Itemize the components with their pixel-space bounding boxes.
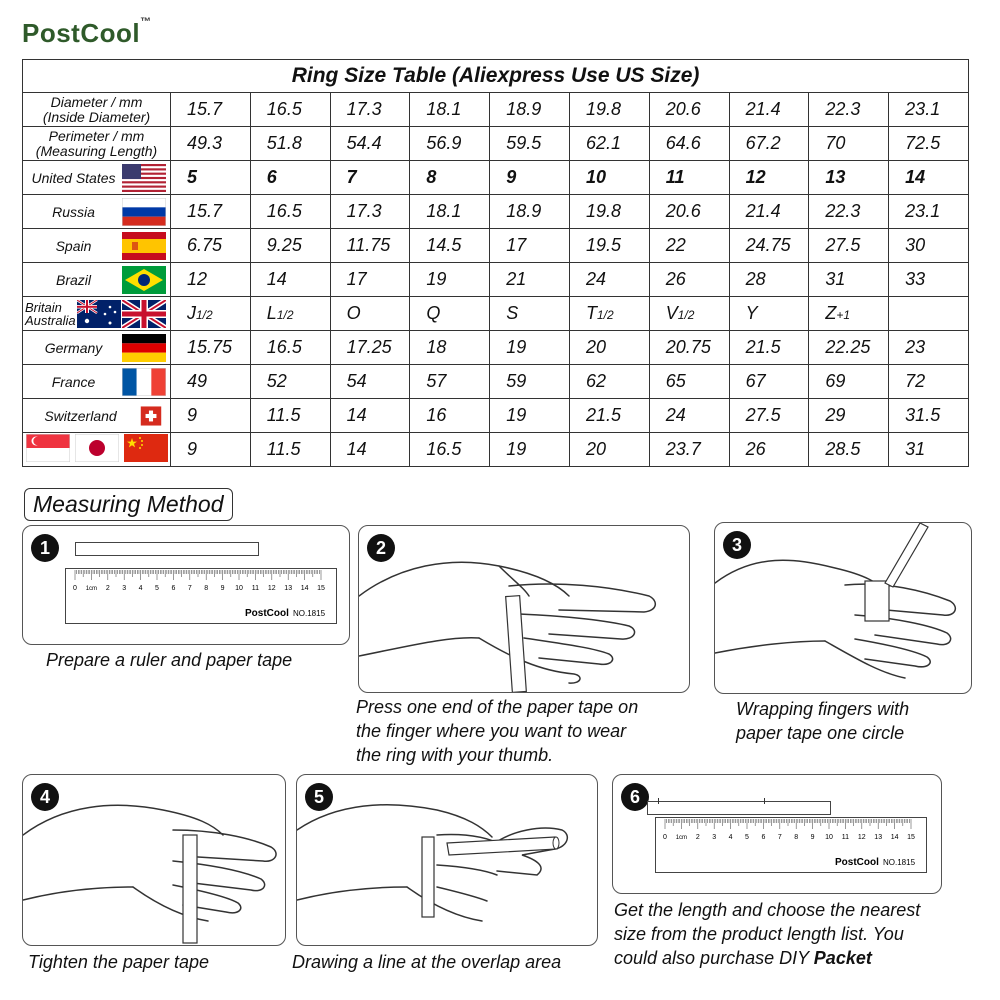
size-cell: 59.5	[490, 127, 570, 161]
ruler-tick-label: 5	[155, 585, 159, 592]
size-cell: 20.6	[649, 93, 729, 127]
measuring-method-title: Measuring Method	[24, 488, 233, 521]
size-cell: 8	[410, 161, 490, 195]
step-4-panel	[22, 774, 286, 946]
size-cell: 11	[649, 161, 729, 195]
ruler-model: NO.1815	[293, 609, 326, 618]
size-cell: 11.75	[330, 229, 410, 263]
size-cell: 19.8	[569, 93, 649, 127]
row-label	[23, 433, 171, 467]
ruler-tick-label: 3	[122, 585, 127, 592]
row-label: Switzerland	[23, 399, 171, 433]
size-cell: 15.75	[171, 331, 251, 365]
japan-flag	[75, 434, 119, 465]
size-cell: 21.5	[569, 399, 649, 433]
russia-flag	[122, 198, 166, 226]
ruler-tick-label: 15	[907, 834, 915, 841]
size-cell: 9.25	[250, 229, 330, 263]
size-cell: 11.5	[250, 399, 330, 433]
row-label: Diameter / mm (Inside Diameter)	[23, 93, 171, 127]
ruler-tick-label: 9	[220, 585, 225, 592]
size-cell: 6	[250, 161, 330, 195]
size-cell: 67.2	[729, 127, 809, 161]
size-cell: 7	[330, 161, 410, 195]
drawing-line-illustration	[297, 775, 597, 945]
size-cell: 62	[569, 365, 649, 399]
size-cell: 17.3	[330, 93, 410, 127]
singapore-flag	[26, 434, 70, 465]
size-cell: 5	[171, 161, 251, 195]
australia-flag	[77, 300, 121, 328]
ruler-tick-label: 8	[204, 585, 209, 592]
size-cell: 31.5	[889, 399, 969, 433]
france-flag	[122, 368, 166, 396]
paper-tape	[75, 542, 259, 556]
ruler-tick-label: 10	[235, 585, 243, 592]
ruler-tick-label: 14	[890, 834, 899, 841]
table-row	[23, 93, 969, 127]
ruler-brand: PostCool	[245, 608, 289, 619]
step-1-panel	[22, 525, 350, 645]
size-cell: 49	[171, 365, 251, 399]
size-cell: 20.6	[649, 195, 729, 229]
ruler-tick-label: 4	[138, 585, 143, 592]
ruler	[655, 817, 927, 873]
ruler-tick-label: 6	[761, 834, 766, 841]
step-3-caption: Wrapping fingers with paper tape one circle	[736, 699, 910, 743]
hand-pressing-tape-illustration	[359, 526, 689, 692]
step-6-panel	[612, 774, 942, 894]
ruler-tick-label: 8	[794, 834, 799, 841]
brand-logo: PostCool™	[22, 16, 152, 48]
ruler-unit-label: 1cm	[85, 586, 98, 592]
step-6-caption: Get the length and choose the nearest size from the product length list. You could also purchase DIY Packet	[614, 900, 921, 968]
size-cell: 29	[809, 399, 889, 433]
size-cell: V1/2	[649, 297, 729, 331]
table-row	[23, 399, 969, 433]
size-cell: 27.5	[809, 229, 889, 263]
tightening-tape-illustration	[23, 775, 285, 945]
size-cell: T1/2	[569, 297, 649, 331]
ruler-tick-label: 2	[105, 585, 110, 592]
step-number: 1	[31, 534, 59, 562]
size-cell: 14	[250, 263, 330, 297]
size-cell: 12	[171, 263, 251, 297]
us-flag	[122, 164, 166, 192]
size-cell: 17.25	[330, 331, 410, 365]
size-cell: 6.75	[171, 229, 251, 263]
table-row	[23, 229, 969, 263]
size-cell: 10	[569, 161, 649, 195]
size-cell: 19.5	[569, 229, 649, 263]
ruler-tick-label: 7	[187, 585, 192, 592]
ruler-tick-label: 0	[663, 834, 667, 841]
size-cell: 19	[490, 433, 570, 467]
size-cell: 15.7	[171, 195, 251, 229]
row-label: Perimeter / mm (Measuring Length)	[23, 127, 171, 161]
size-cell: 18.1	[410, 93, 490, 127]
size-cell: 17	[330, 263, 410, 297]
size-cell: 18.9	[490, 93, 570, 127]
size-cell: 18	[410, 331, 490, 365]
ruler-tick-label: 11	[251, 585, 260, 592]
size-cell: Y	[729, 297, 809, 331]
size-cell: 11.5	[250, 433, 330, 467]
step-number: 2	[367, 534, 395, 562]
ruler-tick-label: 14	[300, 585, 309, 592]
size-cell: 31	[889, 433, 969, 467]
size-cell: 19	[410, 263, 490, 297]
size-cell: 21	[490, 263, 570, 297]
size-cell: 14	[889, 161, 969, 195]
ruler-tick-label: 10	[825, 834, 833, 841]
spain-flag	[122, 232, 166, 260]
ruler-tick-label: 12	[267, 585, 276, 592]
row-label: Russia	[23, 195, 171, 229]
table-row	[23, 331, 969, 365]
size-cell: 12	[729, 161, 809, 195]
step-number: 3	[723, 531, 751, 559]
size-cell: 21.4	[729, 195, 809, 229]
step-1-caption: Prepare a ruler and paper tape	[46, 650, 293, 670]
size-cell: 56.9	[410, 127, 490, 161]
size-cell: 22.3	[809, 195, 889, 229]
ruler-tick-label: 5	[745, 834, 749, 841]
step-4-caption: Tighten the paper tape	[28, 952, 209, 972]
size-cell: 13	[809, 161, 889, 195]
ruler-tick-label: 7	[777, 834, 782, 841]
size-cell: 49.3	[171, 127, 251, 161]
row-label: France	[23, 365, 171, 399]
size-cell: 24.75	[729, 229, 809, 263]
ruler-tick-label: 13	[874, 834, 883, 841]
size-cell: 23	[889, 331, 969, 365]
size-cell: 30	[889, 229, 969, 263]
size-cell: 69	[809, 365, 889, 399]
uk-flag	[122, 300, 166, 328]
size-cell: 17	[490, 229, 570, 263]
size-cell: 24	[569, 263, 649, 297]
ruler-tick-label: 4	[728, 834, 733, 841]
size-cell: 59	[490, 365, 570, 399]
ruler-tick-label: 12	[857, 834, 866, 841]
size-cell: O	[330, 297, 410, 331]
size-cell: 26	[649, 263, 729, 297]
ruler-model: NO.1815	[883, 858, 916, 867]
size-cell: 9	[490, 161, 570, 195]
size-cell: 65	[649, 365, 729, 399]
size-cell: 22.25	[809, 331, 889, 365]
row-label: Spain	[23, 229, 171, 263]
size-cell: 22.3	[809, 93, 889, 127]
size-cell: 14	[330, 399, 410, 433]
size-cell: 20.75	[649, 331, 729, 365]
ruler-tick-label: 15	[317, 585, 325, 592]
size-cell: 51.8	[250, 127, 330, 161]
row-label: Germany	[23, 331, 171, 365]
size-cell: 18.1	[410, 195, 490, 229]
step-2-caption: Press one end of the paper tape on the finger where you want to wear the ring with your thumb.	[356, 697, 639, 765]
step-number: 6	[621, 783, 649, 811]
size-cell: 24	[649, 399, 729, 433]
row-label: United States	[23, 161, 171, 195]
size-cell: 26	[729, 433, 809, 467]
step-5-panel	[296, 774, 598, 946]
wrapping-fingers-illustration	[715, 523, 971, 693]
size-cell: 16.5	[250, 195, 330, 229]
size-cell: 23.1	[889, 195, 969, 229]
size-cell: 20	[569, 433, 649, 467]
ruler-tick-label: 9	[810, 834, 815, 841]
size-cell: S	[490, 297, 570, 331]
step-5-caption: Drawing a line at the overlap area	[292, 952, 562, 972]
size-cell: 62.1	[569, 127, 649, 161]
size-cell: 17.3	[330, 195, 410, 229]
table-row	[23, 263, 969, 297]
table-row	[23, 127, 969, 161]
switzerland-flag	[136, 402, 166, 430]
size-cell: 28.5	[809, 433, 889, 467]
size-cell: 27.5	[729, 399, 809, 433]
ruler-brand: PostCool	[835, 857, 879, 868]
ruler-tick-label: 3	[712, 834, 717, 841]
ruler-tick-label: 13	[284, 585, 293, 592]
ruler-tick-label: 6	[171, 585, 176, 592]
size-cell: 72.5	[889, 127, 969, 161]
size-cell: 21.4	[729, 93, 809, 127]
step-3-panel	[714, 522, 972, 694]
size-cell: 19	[490, 331, 570, 365]
marked-paper-tape	[647, 801, 831, 815]
ruler	[65, 568, 337, 624]
size-cell: 23.7	[649, 433, 729, 467]
size-cell: 72	[889, 365, 969, 399]
size-cell: 19.8	[569, 195, 649, 229]
size-cell: 64.6	[649, 127, 729, 161]
size-cell: 14.5	[410, 229, 490, 263]
ruler-unit-label: 1cm	[675, 835, 688, 841]
size-cell: Q	[410, 297, 490, 331]
ruler-tick-label: 11	[841, 834, 850, 841]
size-cell: 20	[569, 331, 649, 365]
size-cell: 14	[330, 433, 410, 467]
size-cell: 54	[330, 365, 410, 399]
row-label: Britain Australia	[23, 297, 171, 331]
step-2-panel	[358, 525, 690, 693]
size-cell: 15.7	[171, 93, 251, 127]
size-cell: 57	[410, 365, 490, 399]
table-row	[23, 365, 969, 399]
size-cell: 67	[729, 365, 809, 399]
table-row	[23, 433, 969, 467]
row-label: Brazil	[23, 263, 171, 297]
size-cell: 9	[171, 433, 251, 467]
size-cell: 23.1	[889, 93, 969, 127]
table-row	[23, 161, 969, 195]
size-cell: 54.4	[330, 127, 410, 161]
brazil-flag	[122, 266, 166, 294]
size-cell	[889, 297, 969, 331]
table-row	[23, 195, 969, 229]
table-title: Ring Size Table (Aliexpress Use US Size)	[23, 60, 969, 93]
size-cell: 19	[490, 399, 570, 433]
size-cell: 28	[729, 263, 809, 297]
size-cell: 70	[809, 127, 889, 161]
step-number: 5	[305, 783, 333, 811]
size-cell: 33	[889, 263, 969, 297]
size-cell: 21.5	[729, 331, 809, 365]
size-cell: 16.5	[250, 93, 330, 127]
size-cell: Z+1	[809, 297, 889, 331]
table-row	[23, 297, 969, 331]
size-cell: J1/2	[171, 297, 251, 331]
size-cell: 52	[250, 365, 330, 399]
step-number: 4	[31, 783, 59, 811]
size-cell: 18.9	[490, 195, 570, 229]
ruler-tick-label: 2	[695, 834, 700, 841]
size-cell: 16	[410, 399, 490, 433]
size-cell: 16.5	[250, 331, 330, 365]
ruler-tick-label: 0	[73, 585, 77, 592]
size-cell: 16.5	[410, 433, 490, 467]
size-cell: 31	[809, 263, 889, 297]
germany-flag	[122, 334, 166, 362]
size-cell: L1/2	[250, 297, 330, 331]
size-cell: 22	[649, 229, 729, 263]
ring-size-table	[22, 59, 969, 467]
china-flag	[124, 434, 168, 465]
size-cell: 9	[171, 399, 251, 433]
